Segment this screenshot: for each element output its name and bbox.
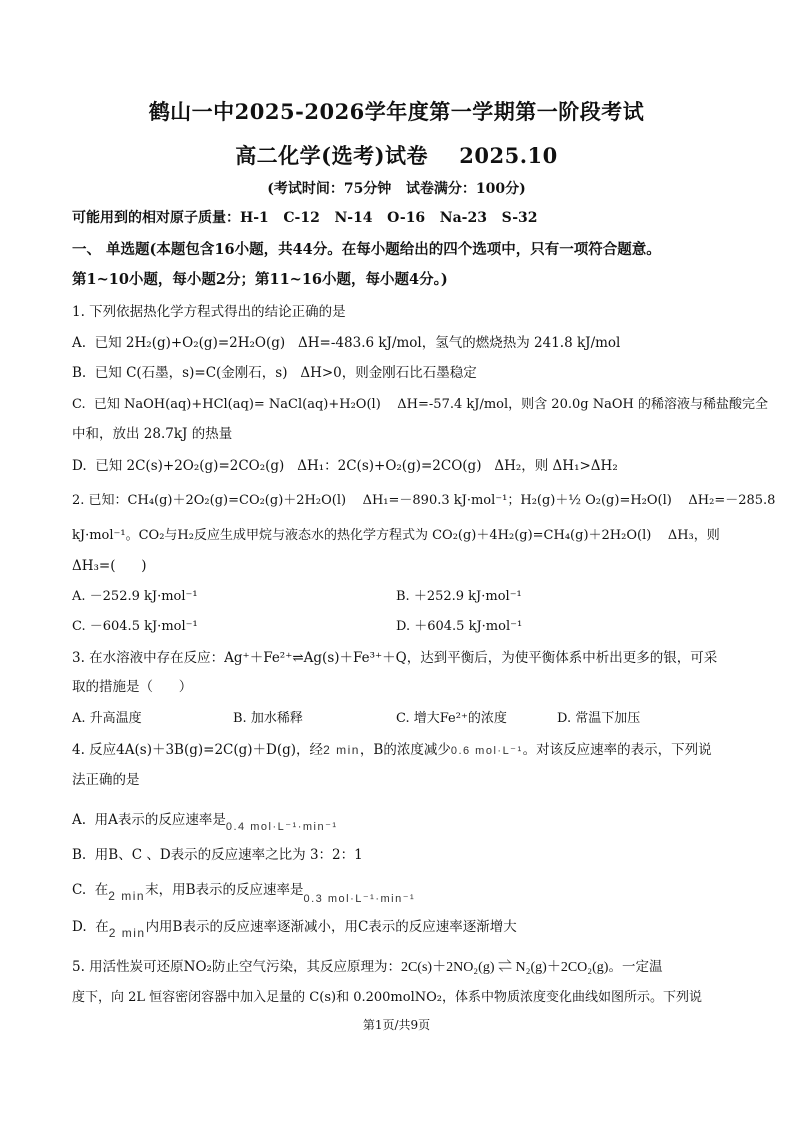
section-heading-line1: 一、 单选题(本题包含16小题，共44分。在每小题给出的四个选项中，只有一项符合题意。 (72, 241, 661, 258)
question-4-option-b: B. 用B、C 、D表示的反应速率之比为 3：2：1 (72, 847, 363, 863)
question-4-option-c (72, 880, 728, 905)
exam-title: 鹤山一中2025-2026学年度第一学期第一阶段考试 (148, 99, 645, 124)
question-4-stem-part1: 4. 反应4A(s)＋3B(g)=2C(g)＋D(g)，经 (72, 742, 324, 758)
question-4-stem-part3: 。对该反应速率的表示，下列说 (522, 742, 712, 758)
question-1-stem: 1. 下列依据热化学方程式得出的结论正确的是 (72, 304, 346, 320)
question-4-time-value: 2 min (323, 743, 360, 757)
question-4-option-d-time: 2 min (108, 926, 146, 940)
page-footer: 第1页/共9页 (362, 1018, 431, 1032)
question-4-option-a (72, 810, 728, 831)
exam-subtitle: 高二化学(选考)试卷 2025.10 (235, 143, 558, 168)
question-5-stem-line1 (72, 957, 728, 978)
question-4-option-a-text: A. 用A表示的反应速率是 (72, 812, 226, 828)
question-2-option-c: C. －604.5 kJ·mol⁻¹ (72, 619, 198, 634)
question-4-option-c-text1: C. 在 (72, 882, 109, 898)
question-2-stem-line1: 2. 已知：CH₄(g)＋2O₂(g)=CO₂(g)＋2H₂O(l) ΔH₁=－890.3 kJ·mol⁻¹；H₂(g)＋½ O₂(g)=H₂O(l) ΔH₂=－285.8 (72, 493, 776, 508)
question-3-option-c: C. 增大Fe²⁺的浓度 (396, 711, 507, 726)
question-3-option-a: A. 升高温度 (72, 711, 142, 726)
question-2-option-a: A. －252.9 kJ·mol⁻¹ (72, 589, 198, 604)
question-1-option-d: D. 已知 2C(s)+2O₂(g)=2CO₂(g) ΔH₁：2C(s)+O₂(g)=2CO(g) ΔH₂，则 ΔH₁>ΔH₂ (72, 458, 618, 474)
question-4-option-d-text1: D. 在 (72, 919, 109, 935)
question-4-stem-line1 (72, 740, 728, 761)
question-1-option-a: A. 已知 2H₂(g)+O₂(g)=2H₂O(g) ΔH=-483.6 kJ/mol，氢气的燃烧热为 241.8 kJ/mol (72, 335, 621, 351)
question-5-stem-part1: 5. 用活性炭可还原NO₂防止空气污染，其反应原理为： (72, 959, 401, 975)
section-heading-line2: 第1~10小题，每小题2分；第11~16小题，每小题4分。) (72, 271, 448, 288)
question-2-option-b: B. ＋252.9 kJ·mol⁻¹ (396, 589, 522, 604)
question-4-conc-value: 0.6 mol·L⁻¹ (450, 745, 523, 757)
question-3-stem-line1: 3. 在水溶液中存在反应：Ag⁺＋Fe²⁺⇌Ag(s)＋Fe³⁺＋Q，达到平衡后，为使平衡体系中析出更多的银，可采 (72, 650, 718, 666)
question-5-stem-line2: 度下，向 2L 恒容密闭容器中加入足量的 C(s)和 0.200molNO₂，体系中物质浓度变化曲线如图所示。下列说 (72, 990, 702, 1005)
question-2-option-d: D. ＋604.5 kJ·mol⁻¹ (396, 619, 523, 634)
exam-info: (考试时间：75分钟 试卷满分：100分) (267, 181, 526, 197)
question-3-option-b: B. 加水稀释 (233, 711, 303, 726)
question-3-stem-line2: 取的措施是（ ） (72, 679, 193, 695)
question-4-option-c-time: 2 min (108, 889, 146, 903)
question-3-option-d: D. 常温下加压 (557, 711, 641, 726)
question-4-option-c-text2: 末，用B表示的反应速率是 (145, 882, 304, 898)
question-2-stem-line2: kJ·mol⁻¹。CO₂与H₂反应生成甲烷与液态水的热化学方程式为 CO₂(g)＋4H₂(g)=CH₄(g)＋2H₂O(l) ΔH₃，则 (72, 528, 720, 543)
question-4-option-c-value: 0.3 mol·L⁻¹·min⁻¹ (303, 893, 416, 905)
question-4-option-a-value: 0.4 mol·L⁻¹·min⁻¹ (225, 821, 338, 833)
question-2-stem-line3: ΔH₃=( ) (72, 558, 147, 574)
question-1-option-c-line1: C. 已知 NaOH(aq)+HCl(aq)= NaCl(aq)+H₂O(l) ΔH=-57.4 kJ/mol，则含 20.0g NaOH 的稀溶液与稀盐酸完全 (72, 397, 768, 412)
question-5-equation: 2C(s)＋2NO₂(g) ⇌ N₂(g)＋2CO₂(g) (400, 960, 609, 975)
question-5-stem-part2: 。一定温 (608, 959, 663, 975)
question-4-option-d-text2: 内用B表示的反应速率逐渐减小，用C表示的反应速率逐渐增大 (145, 919, 517, 935)
atomic-masses: 可能用到的相对原子质量：H-1 C-12 N-14 O-16 Na-23 S-32 (72, 210, 538, 226)
question-4-stem-part2: ，B的浓度减少 (359, 742, 451, 758)
question-4-stem-line2: 法正确的是 (72, 772, 140, 788)
question-1-option-b: B. 已知 C(石墨，s)=C(金刚石，s) ΔH>0，则金刚石比石墨稳定 (72, 365, 477, 381)
question-1-option-c-line2: 中和，放出 28.7kJ 的热量 (72, 426, 233, 442)
question-4-option-d (72, 917, 728, 940)
